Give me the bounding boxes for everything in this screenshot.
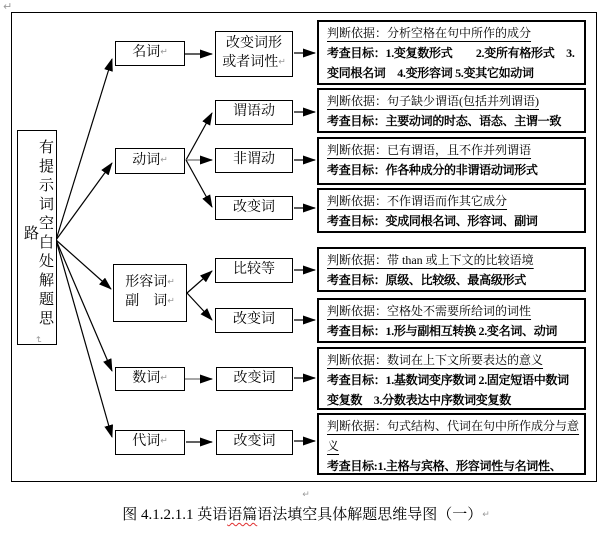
subtype-change-word-pronoun-label: 改变词 [233, 434, 276, 450]
paragraph-mark-icon: ↵ [482, 510, 490, 521]
judge-line [327, 301, 580, 321]
goal-text: 主要动词的时态、语态、主谓一致 [385, 114, 562, 128]
category-adjective-label: 形容词 [125, 275, 168, 291]
subtype-change-word-verb [215, 196, 293, 220]
goal-label: 考查目标： [327, 214, 386, 228]
subtype-comparative-label: 比较等 [233, 262, 275, 278]
category-noun-label: 名词 [132, 45, 161, 61]
goal-label: 考查目标： [327, 163, 386, 177]
judge-text: 分析空格在句中所作的成分 [387, 26, 532, 40]
goal-line [327, 370, 580, 410]
paragraph-mark-icon: ↵ [3, 0, 13, 13]
goal-label: 考查目标： [327, 373, 386, 387]
subtype-predicate-verb-label: 谓语动 [233, 104, 275, 120]
judge-line [327, 250, 580, 270]
goal-text: 作各种成分的非谓语动词形式 [385, 163, 538, 177]
detail-box-numeral [317, 347, 586, 410]
subtype-non-predicate-verb [215, 148, 293, 173]
judge-label: 判断依据： [327, 194, 388, 208]
category-verb [115, 148, 185, 174]
empty-paragraph-line [0, 486, 612, 504]
paragraph-mark-icon: ↵ [167, 277, 175, 288]
goal-label: 考查目标： [327, 46, 386, 60]
goal-line [327, 43, 580, 83]
detail-box-noun [317, 20, 586, 85]
detail-box-pronoun [317, 413, 586, 475]
detail-box-change-word-verb [317, 188, 586, 233]
goal-line [327, 111, 580, 131]
category-adverb-label: 副 词 [125, 294, 168, 309]
judge-text: 句式结构、代词在句中所作成分与意义 [327, 419, 580, 453]
paragraph-mark-icon: ↵ [160, 372, 168, 383]
judge-line [327, 140, 580, 160]
judge-line [327, 350, 580, 370]
detail-box-change-word-adjective [317, 298, 586, 343]
subtype-change-form-line1: 改变词形 [226, 36, 282, 52]
category-pronoun-label: 代词 [132, 434, 161, 450]
judge-label: 判断依据： [327, 419, 388, 433]
judge-line [327, 416, 580, 456]
caption-text: 图 4.1.2.1.1 英语 [122, 507, 228, 523]
judge-text: 不作谓语而作其它成分 [387, 194, 508, 208]
detail-box-predicate-verb [317, 88, 586, 133]
judge-label: 判断依据： [327, 143, 388, 157]
subtype-change-word-adjective [215, 308, 293, 333]
subtype-change-word-numeral [216, 367, 293, 391]
subtype-change-word-adjective-label: 改变词 [233, 312, 275, 328]
subtype-predicate-verb [215, 100, 293, 125]
goal-text: 原级、比较级、最高级形式 [385, 273, 526, 287]
goal-label: 考查目标： [327, 114, 386, 128]
goal-line [327, 211, 580, 231]
goal-text: 1.变复数形式 2.变所有格形式 3.变同根名词 4.变形容词 5.变其它如动词 [327, 46, 575, 80]
goal-line [327, 321, 580, 341]
goal-text: 变成同根名词、形容词、副词 [385, 214, 538, 228]
paragraph-mark-icon: ↵ [160, 436, 168, 447]
paragraph-mark-icon: ↵ [32, 335, 43, 344]
paragraph-mark-icon: ↵ [160, 47, 168, 58]
paragraph-mark-icon: ↵ [167, 296, 175, 307]
category-numeral [115, 367, 185, 391]
category-verb-label: 动词 [132, 152, 161, 168]
judge-line [327, 91, 580, 111]
paragraph-mark-icon: ↵ [302, 489, 310, 500]
subtype-non-predicate-verb-label: 非谓动 [233, 152, 275, 168]
subtype-change-word-pronoun [216, 430, 293, 455]
judge-text: 带 than 或上下文的比较语境 [387, 253, 534, 267]
caption-misspelled-text: 语篇 [227, 507, 258, 523]
caption-text: 语法填空具体解题思维导图（一） [257, 507, 483, 523]
subtype-change-word-verb-label: 改变词 [233, 199, 275, 215]
root-label: 有提示词空白处解题思路 [22, 139, 53, 329]
goal-text: 1.形与副相互转换 2.变名词、动词 [385, 324, 558, 338]
root-node [17, 130, 57, 345]
goal-text: 1.主格与宾格、形容词性与名词性、 [377, 459, 562, 473]
category-adjective-adverb [113, 264, 187, 322]
judge-label: 判断依据： [327, 353, 388, 367]
figure-caption [0, 503, 612, 524]
judge-label: 判断依据： [327, 26, 388, 40]
goal-line [327, 456, 580, 476]
judge-label: 判断依据： [327, 253, 388, 267]
goal-line [327, 270, 580, 290]
subtype-change-form-or-pos [215, 31, 293, 77]
judge-text: 数词在上下文所要表达的意义 [387, 353, 544, 367]
subtype-comparative [215, 258, 293, 283]
detail-box-comparative [317, 247, 586, 292]
judge-text: 已有谓语，且不作并列谓语 [387, 143, 532, 157]
category-numeral-label: 数词 [132, 370, 161, 386]
paragraph-mark-icon: ↵ [160, 154, 168, 165]
category-noun [115, 41, 185, 66]
judge-line [327, 191, 580, 211]
detail-box-non-predicate-verb [317, 137, 586, 185]
goal-line [327, 160, 580, 180]
judge-text: 句子缺少谓语(包括并列谓语) [387, 94, 540, 108]
goal-text: 1.基数词变序数词 2.固定短语中数词变复数 3.分数表达中序数词变复数 [327, 373, 569, 407]
goal-label: 考查目标: [327, 459, 378, 473]
subtype-change-word-numeral-label: 改变词 [233, 370, 276, 386]
goal-label: 考查目标： [327, 273, 386, 287]
subtype-change-form-line2: 或者词性 [222, 55, 279, 70]
judge-line [327, 23, 580, 43]
judge-label: 判断依据： [327, 304, 388, 318]
paragraph-mark-icon: ↵ [278, 57, 286, 68]
goal-label: 考查目标： [327, 324, 386, 338]
judge-text: 空格处不需要所给词的词性 [387, 304, 532, 318]
judge-label: 判断依据： [327, 94, 388, 108]
category-pronoun [115, 430, 185, 455]
